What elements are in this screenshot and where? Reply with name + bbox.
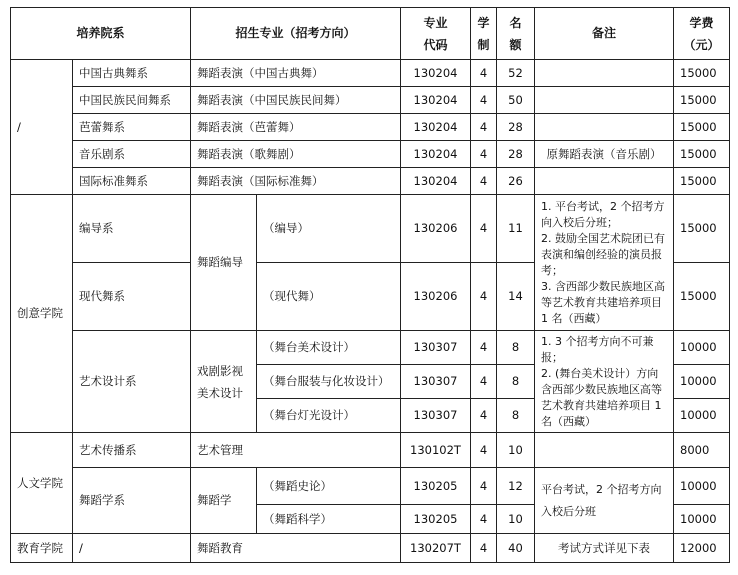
table-row: [11, 87, 730, 114]
fee-cell: 10000: [674, 505, 730, 534]
fee-cell: 10000: [674, 331, 730, 365]
college-cell: /: [11, 60, 73, 195]
years-cell: 4: [471, 87, 497, 114]
note-cell: [535, 60, 674, 87]
fee-cell: 10000: [674, 365, 730, 399]
code-cell: 130204: [401, 87, 471, 114]
code-cell: 130206: [401, 195, 471, 263]
direction-cell: （舞台灯光设计）: [257, 399, 401, 433]
fee-cell: 10000: [674, 468, 730, 505]
header-row: [11, 8, 730, 60]
quota-cell: 8: [497, 365, 535, 399]
years-cell: 4: [471, 534, 497, 563]
major-cell: 舞蹈表演（芭蕾舞）: [191, 114, 401, 141]
years-cell: 4: [471, 331, 497, 365]
quota-cell: 10: [497, 505, 535, 534]
note-cell: [535, 168, 674, 195]
major-cell: 舞蹈学: [191, 468, 257, 534]
header-quota-line1: 名: [509, 15, 522, 30]
years-cell: 4: [471, 365, 497, 399]
major-cell: 舞蹈表演（国际标准舞）: [191, 168, 401, 195]
table-row: [11, 141, 730, 168]
college-cell: 人文学院: [11, 433, 73, 534]
major-cell: 舞蹈编导: [191, 195, 257, 331]
header-major: 招生专业（招考方向）: [191, 8, 401, 60]
fee-cell: 15000: [674, 195, 730, 263]
quota-cell: 26: [497, 168, 535, 195]
direction-cell: （舞蹈科学）: [257, 505, 401, 534]
header-faculty: 培养院系: [11, 8, 191, 60]
college-cell: 创意学院: [11, 195, 73, 433]
enrollment-table-wrapper: [10, 7, 730, 563]
code-cell: 130207T: [401, 534, 471, 563]
major-cell: 戏剧影视美术设计: [191, 331, 257, 433]
quota-cell: 50: [497, 87, 535, 114]
college-cell: 教育学院: [11, 534, 73, 563]
fee-cell: 8000: [674, 433, 730, 468]
code-cell: 130307: [401, 331, 471, 365]
quota-cell: 8: [497, 399, 535, 433]
header-fee-line2: （元）: [683, 37, 720, 52]
dept-cell: 艺术设计系: [73, 331, 191, 433]
dept-cell: 现代舞系: [73, 263, 191, 331]
header-fee: [674, 8, 730, 60]
table-row: [11, 114, 730, 141]
quota-cell: 8: [497, 331, 535, 365]
code-cell: 130204: [401, 60, 471, 87]
header-code-line1: 专业: [423, 15, 448, 30]
dept-cell: 音乐剧系: [73, 141, 191, 168]
table-row: [11, 168, 730, 195]
table-row: [11, 433, 730, 468]
header-code-line2: 代码: [423, 37, 448, 52]
choreo-note: 1. 平台考试，2 个招考方向入校后分班； 2. 鼓励全国艺术院团已有表演和编创经验的演员报考； 3. 含西部少数民族地区高等艺术教育共建培养项目 1 名（西藏）: [541, 199, 665, 325]
note-cell: [535, 87, 674, 114]
quota-cell: 28: [497, 114, 535, 141]
table-row: [11, 331, 730, 365]
years-cell: 4: [471, 60, 497, 87]
header-code: [401, 8, 471, 60]
quota-cell: 40: [497, 534, 535, 563]
years-cell: 4: [471, 263, 497, 331]
fee-cell: 15000: [674, 141, 730, 168]
design-note: 1. 3 个招考方向不可兼报； 2. (舞台美术设计）方向含西部少数民族地区高等艺术教育共建培养项目 1 名（西藏）: [541, 334, 662, 428]
header-notes: 备注: [535, 8, 674, 60]
fee-cell: 15000: [674, 263, 730, 331]
table-row: [11, 195, 730, 263]
quota-cell: 12: [497, 468, 535, 505]
years-cell: 4: [471, 399, 497, 433]
years-cell: 4: [471, 114, 497, 141]
note-cell: 平台考试，2 个招考方向入校后分班: [535, 468, 674, 534]
major-cell: 舞蹈教育: [191, 534, 401, 563]
dept-cell: 中国民族民间舞系: [73, 87, 191, 114]
header-quota: [497, 8, 535, 60]
quota-cell: 52: [497, 60, 535, 87]
code-cell: 130204: [401, 141, 471, 168]
direction-cell: （舞蹈史论）: [257, 468, 401, 505]
header-years: [471, 8, 497, 60]
fee-cell: 15000: [674, 168, 730, 195]
table-row: [11, 60, 730, 87]
quota-cell: 11: [497, 195, 535, 263]
years-cell: 4: [471, 505, 497, 534]
code-cell: 130206: [401, 263, 471, 331]
dept-cell: 中国古典舞系: [73, 60, 191, 87]
note-cell: [535, 331, 674, 433]
major-cell: 艺术管理: [191, 433, 401, 468]
dept-cell: 编导系: [73, 195, 191, 263]
code-cell: 130307: [401, 399, 471, 433]
dept-cell: 芭蕾舞系: [73, 114, 191, 141]
major-cell: 舞蹈表演（中国民族民间舞）: [191, 87, 401, 114]
dept-cell: 国际标准舞系: [73, 168, 191, 195]
header-years-line1: 学: [477, 15, 490, 30]
dept-cell: 艺术传播系: [73, 433, 191, 468]
code-cell: 130102T: [401, 433, 471, 468]
code-cell: 130204: [401, 114, 471, 141]
years-cell: 4: [471, 168, 497, 195]
enrollment-table: [10, 7, 730, 563]
code-cell: 130204: [401, 168, 471, 195]
quota-cell: 10: [497, 433, 535, 468]
direction-cell: （编导）: [257, 195, 401, 263]
code-cell: 130205: [401, 468, 471, 505]
quota-cell: 14: [497, 263, 535, 331]
code-cell: 130205: [401, 505, 471, 534]
major-cell: 舞蹈表演（中国古典舞）: [191, 60, 401, 87]
fee-cell: 15000: [674, 114, 730, 141]
years-cell: 4: [471, 433, 497, 468]
dept-cell: 舞蹈学系: [73, 468, 191, 534]
direction-cell: （现代舞）: [257, 263, 401, 331]
code-cell: 130307: [401, 365, 471, 399]
note-cell: 考试方式详见下表: [535, 534, 674, 563]
major-cell: 舞蹈表演（歌舞剧）: [191, 141, 401, 168]
header-quota-line2: 额: [509, 37, 522, 52]
quota-cell: 28: [497, 141, 535, 168]
header-fee-line1: 学费: [689, 15, 714, 30]
direction-cell: （舞台美术设计）: [257, 331, 401, 365]
fee-cell: 15000: [674, 60, 730, 87]
header-years-line2: 制: [477, 37, 490, 52]
fee-cell: 15000: [674, 87, 730, 114]
note-cell: [535, 433, 674, 468]
note-cell: [535, 195, 674, 331]
years-cell: 4: [471, 141, 497, 168]
years-cell: 4: [471, 468, 497, 505]
direction-cell: （舞台服装与化妆设计）: [257, 365, 401, 399]
table-row: [11, 468, 730, 505]
years-cell: 4: [471, 195, 497, 263]
fee-cell: 10000: [674, 399, 730, 433]
fee-cell: 12000: [674, 534, 730, 563]
note-cell: 原舞蹈表演（音乐剧）: [535, 141, 674, 168]
dept-cell: /: [73, 534, 191, 563]
table-row: [11, 534, 730, 563]
note-cell: [535, 114, 674, 141]
